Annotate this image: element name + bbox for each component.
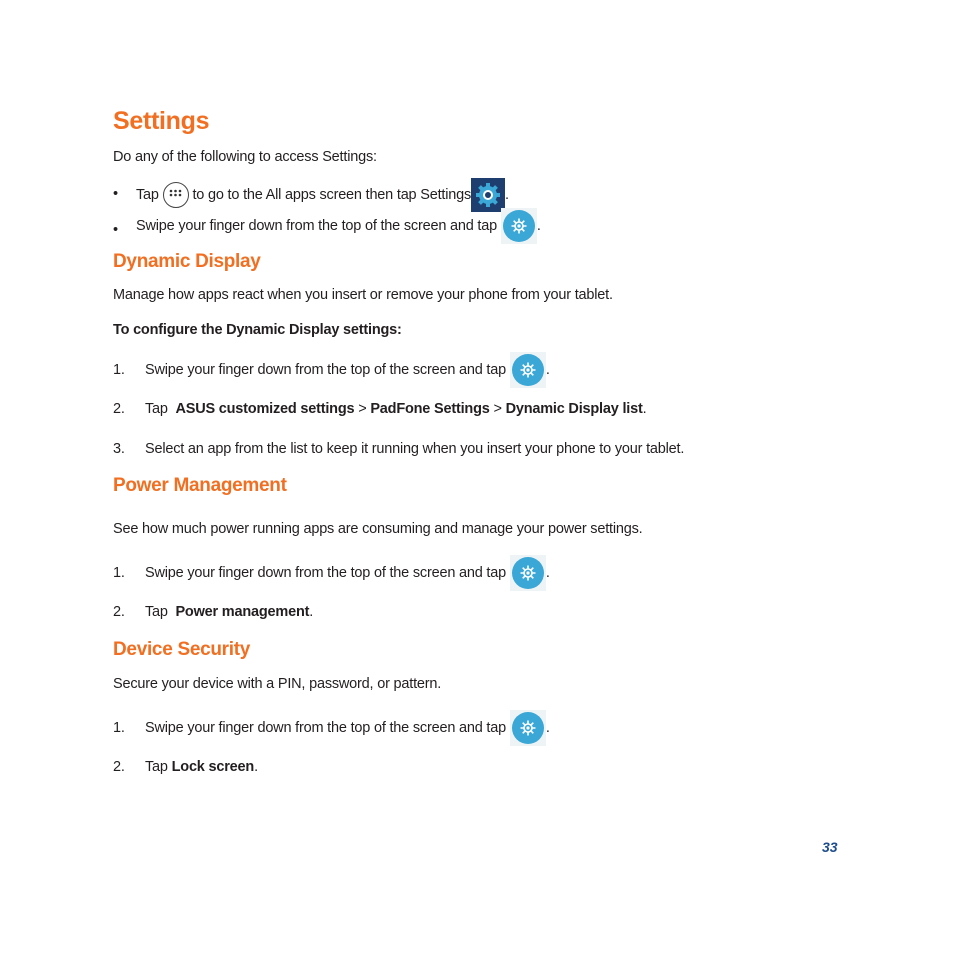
bullet-item-apps bbox=[136, 178, 509, 212]
step-item bbox=[145, 555, 550, 591]
step-number: 1. bbox=[113, 720, 125, 736]
intro-text: Do any of the following to access Settings: bbox=[113, 149, 377, 165]
step-period: . bbox=[254, 759, 258, 775]
bullet-text-allapps: to go to the All apps screen then tap Settings bbox=[192, 186, 472, 203]
step-number: 3. bbox=[113, 441, 125, 457]
settings-app-icon bbox=[471, 178, 505, 212]
all-apps-icon bbox=[163, 182, 189, 208]
step-number: 1. bbox=[113, 565, 125, 581]
step-text: Tap bbox=[145, 759, 168, 775]
step-number: 2. bbox=[113, 759, 125, 775]
menu-path-dynamic-display-list: Dynamic Display list bbox=[505, 401, 643, 417]
bullet-marker: • bbox=[113, 186, 118, 202]
section-desc: Secure your device with a PIN, password, or pattern. bbox=[113, 676, 442, 692]
step-item bbox=[145, 710, 550, 746]
menu-path-asus-customized-settings: ASUS customized settings bbox=[175, 401, 355, 417]
step-item bbox=[145, 603, 313, 621]
page-number: 33 bbox=[822, 839, 838, 855]
step-number: 2. bbox=[113, 604, 125, 620]
bullet-period: . bbox=[536, 218, 541, 234]
step-text: Select an app from the list to keep it running when you insert your phone to your tablet. bbox=[145, 441, 685, 457]
menu-path-padfone-settings: PadFone Settings bbox=[370, 401, 490, 417]
menu-path-separator: > bbox=[493, 401, 502, 417]
step-text: Swipe your finger down from the top of the screen and tap bbox=[145, 565, 506, 581]
menu-path-lock-screen: Lock screen bbox=[171, 759, 255, 775]
step-text: Tap bbox=[145, 604, 168, 620]
section-heading-device-security: Device Security bbox=[113, 639, 251, 660]
bullet-period: . bbox=[505, 186, 509, 203]
section-subheading: To configure the Dynamic Display settings: bbox=[113, 322, 402, 338]
step-period: . bbox=[545, 720, 550, 736]
step-period: . bbox=[545, 362, 550, 378]
menu-path-power-management: Power management bbox=[175, 604, 310, 620]
bullet-text-tap: Tap bbox=[136, 186, 159, 203]
bullet-item-swipe bbox=[136, 208, 541, 244]
quick-settings-gear-icon bbox=[501, 208, 537, 244]
step-text: Swipe your finger down from the top of the screen and tap bbox=[145, 720, 506, 736]
section-desc: See how much power running apps are consuming and manage your power settings. bbox=[113, 521, 643, 537]
step-number: 1. bbox=[113, 362, 125, 378]
section-heading-dynamic-display: Dynamic Display bbox=[113, 251, 261, 272]
quick-settings-gear-icon bbox=[510, 710, 546, 746]
quick-settings-gear-icon bbox=[510, 352, 546, 388]
step-text: Swipe your finger down from the top of the screen and tap bbox=[145, 362, 506, 378]
step-period: . bbox=[309, 604, 314, 620]
step-period: . bbox=[545, 565, 550, 581]
step-number: 2. bbox=[113, 401, 125, 417]
section-desc: Manage how apps react when you insert or remove your phone from your tablet. bbox=[113, 287, 613, 303]
bullet-marker: • bbox=[113, 222, 118, 238]
quick-settings-gear-icon bbox=[510, 555, 546, 591]
menu-path-separator: > bbox=[358, 401, 367, 417]
step-item bbox=[145, 758, 258, 776]
step-text: Tap bbox=[145, 401, 168, 417]
step-item bbox=[145, 352, 550, 388]
bullet-text-swipe: Swipe your finger down from the top of the screen and tap bbox=[136, 218, 497, 234]
page-title: Settings bbox=[113, 107, 210, 135]
section-heading-power-management: Power Management bbox=[113, 475, 287, 496]
step-period: . bbox=[642, 401, 647, 417]
step-item bbox=[145, 400, 646, 418]
